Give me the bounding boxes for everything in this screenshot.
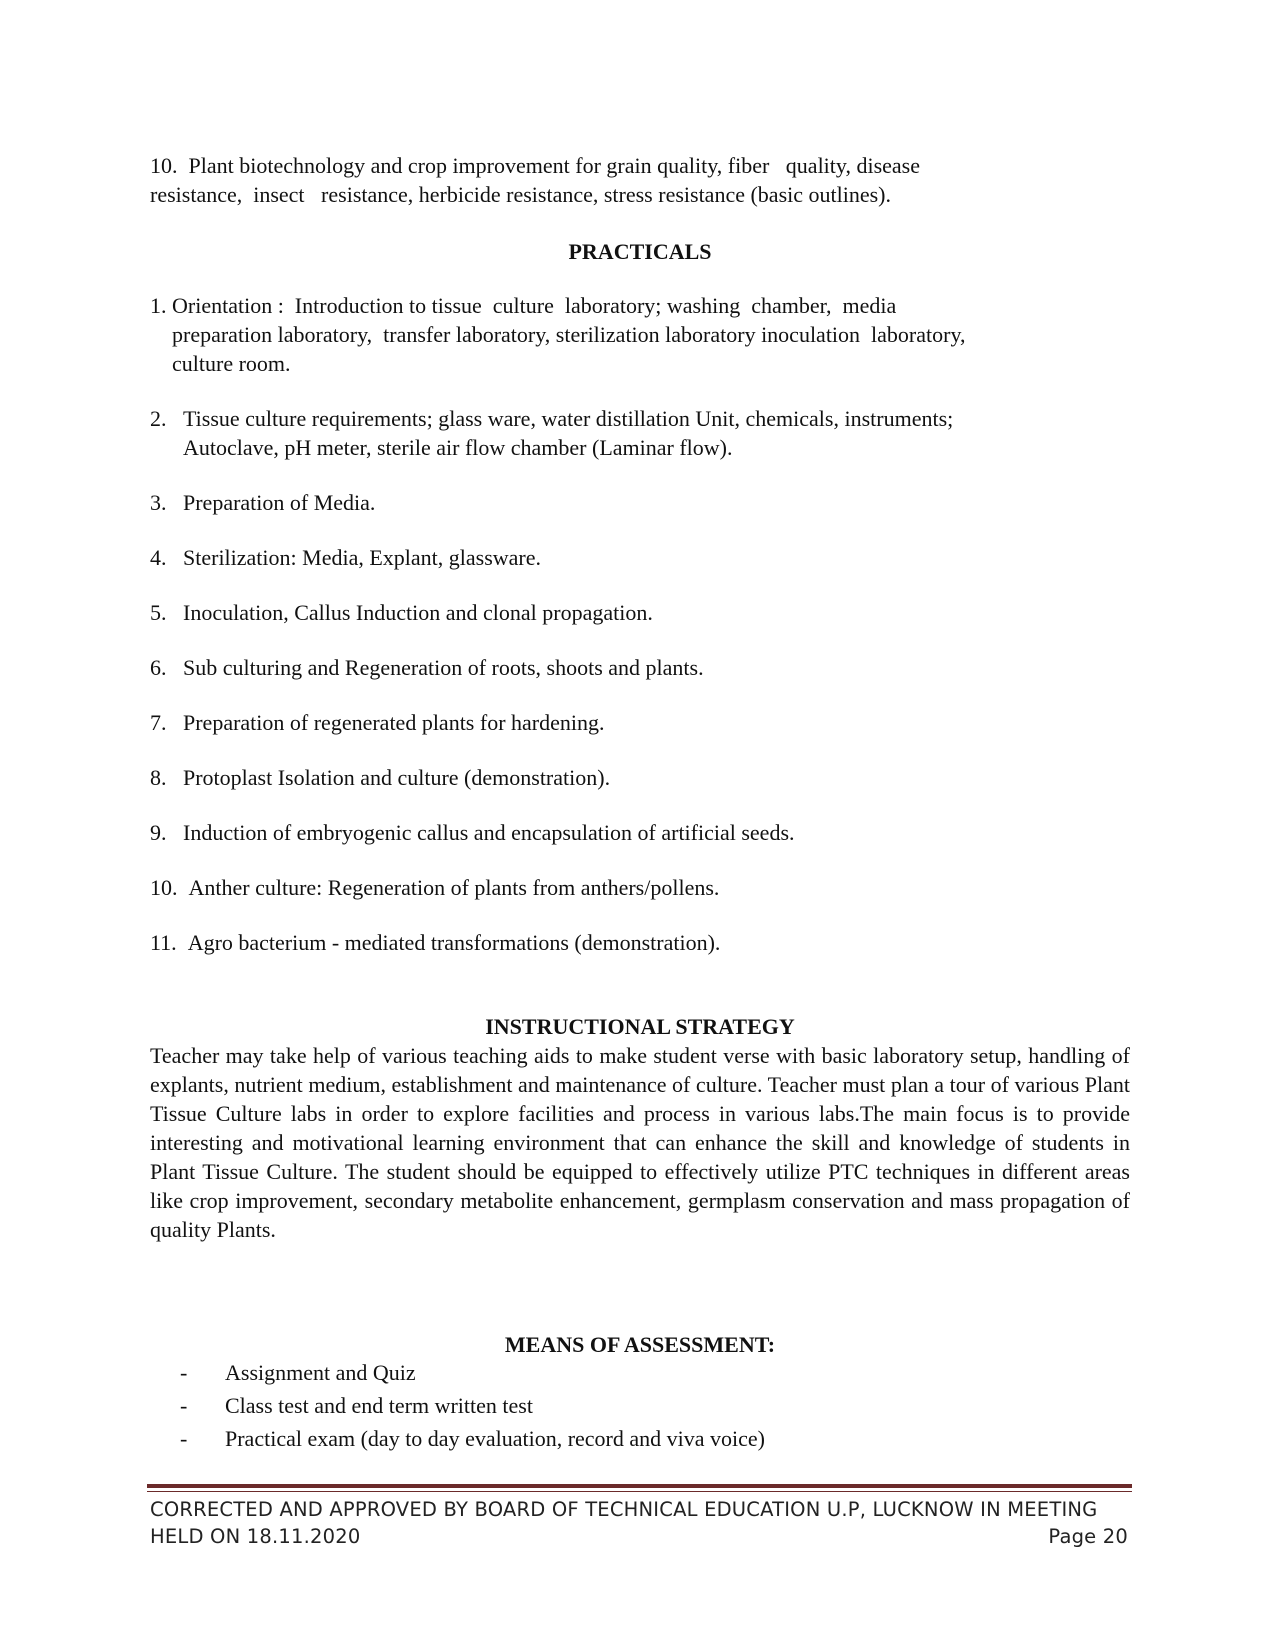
practical-item-text: [189, 873, 1131, 902]
footer-line-2: HELD ON 18.11.2020: [150, 1525, 361, 1548]
practical-item: [150, 488, 1130, 517]
practical-item-text: [183, 488, 1130, 517]
practical-item: [150, 763, 1130, 792]
assessment-list: [180, 1358, 1080, 1457]
practical-item-number: 5.: [150, 600, 183, 625]
practical-item: [150, 291, 1130, 378]
practical-item-number: 7.: [150, 710, 183, 735]
intro-paragraph: [150, 151, 1130, 209]
practical-item-line: Induction of embryogenic callus and encapsulation of artificial seeds.: [183, 820, 795, 845]
practical-item: [150, 873, 1130, 902]
practical-item-number: 4.: [150, 545, 183, 570]
practical-item-line: preparation laboratory, transfer laboratory, sterilization laboratory inoculation laboratory,: [172, 322, 966, 347]
practical-item-text: [183, 818, 1130, 847]
practical-item: [150, 543, 1130, 572]
footer-line-1: CORRECTED AND APPROVED BY BOARD OF TECHNICAL EDUCATION U.P, LUCKNOW IN MEETING: [150, 1498, 1098, 1521]
assessment-item: [180, 1424, 1080, 1453]
practical-item-line: Autoclave, pH meter, sterile air flow chamber (Laminar flow).: [183, 435, 733, 460]
bullet-dash: -: [180, 1360, 188, 1385]
practical-item-line: Protoplast Isolation and culture (demonstration).: [183, 765, 611, 790]
assessment-heading: MEANS OF ASSESSMENT:: [504, 1332, 776, 1357]
bullet-dash: -: [180, 1393, 188, 1418]
practical-item-number: 10.: [150, 875, 189, 900]
practical-item-line: Orientation : Introduction to tissue culture laboratory; washing chamber, media: [172, 293, 897, 318]
practical-item: [150, 928, 1130, 957]
instructional-strategy-text: Teacher may take help of various teaching aids to make student verse with basic laboratory setup, handling of explants, nutrient medium, establishment and maintenance of culture. Teacher must plan a tour of various Plant Tissue Culture labs in order to explore facilities and process in various labs.The main focus is to provide interesting and motivational learning environment that can enhance the skill and knowledge of students in Plant Tissue Culture. The student should be equipped to effectively utilize PTC techniques in different areas like crop improvement, secondary metabolite enhancement, germplasm conservation and mass propagation of quality Plants.: [150, 1043, 1130, 1242]
footer-row: [150, 1523, 1128, 1550]
practical-item: [150, 653, 1130, 682]
page-number: Page 20: [1048, 1525, 1128, 1548]
practical-item-line: Sterilization: Media, Explant, glassware.: [183, 545, 542, 570]
practical-item-line: Agro bacterium - mediated transformations (demonstration).: [187, 930, 721, 955]
practical-item-text: [183, 708, 1130, 737]
practicals-heading: PRACTICALS: [568, 239, 712, 264]
practical-item: [150, 708, 1130, 737]
practical-item-line: Preparation of regenerated plants for hardening.: [183, 710, 605, 735]
practical-item-text: [183, 598, 1130, 627]
practical-item-number: 6.: [150, 655, 183, 680]
practical-item: [150, 818, 1130, 847]
practical-item-number: 2.: [150, 406, 183, 431]
footer-divider-thin: [147, 1491, 1132, 1492]
practical-item-text: [183, 404, 1130, 462]
page-footer: [150, 1496, 1128, 1550]
intro-line-2: resistance, insect resistance, herbicide resistance, stress resistance (basic outlines).: [150, 182, 891, 207]
footer-divider-thick: [147, 1484, 1132, 1488]
assessment-item-text: Class test and end term written test: [225, 1393, 533, 1418]
practical-item-text: [183, 763, 1130, 792]
assessment-item: [180, 1391, 1080, 1420]
practicals-list: [150, 291, 1130, 957]
intro-line-1: 10. Plant biotechnology and crop improvement for grain quality, fiber quality, disease: [150, 153, 921, 178]
practical-item-text: [183, 543, 1130, 572]
bullet-dash: -: [180, 1426, 188, 1451]
assessment-item-text: Practical exam (day to day evaluation, record and viva voice): [225, 1426, 765, 1451]
instructional-strategy-heading: INSTRUCTIONAL STRATEGY: [485, 1014, 795, 1039]
practical-item-number: 11.: [150, 930, 188, 955]
practical-item-number: 9.: [150, 820, 183, 845]
practical-item: [150, 598, 1130, 627]
practical-item-line: Anther culture: Regeneration of plants from anthers/pollens.: [188, 875, 720, 900]
practical-item: [150, 404, 1130, 462]
practical-item-line: Tissue culture requirements; glass ware, water distillation Unit, chemicals, instruments;: [183, 406, 954, 431]
assessment-item-text: Assignment and Quiz: [225, 1360, 416, 1385]
practical-item-number: 8.: [150, 765, 183, 790]
assessment-item: [180, 1358, 1080, 1387]
practical-item-line: Preparation of Media.: [183, 490, 376, 515]
practical-item-text: [172, 291, 1130, 378]
practical-item-text: [188, 928, 1130, 957]
practical-item-number: 1.: [150, 293, 172, 318]
practical-item-line: Sub culturing and Regeneration of roots, shoots and plants.: [183, 655, 704, 680]
practical-item-line: Inoculation, Callus Induction and clonal propagation.: [183, 600, 653, 625]
practical-item-number: 3.: [150, 490, 183, 515]
practical-item-line: culture room.: [172, 351, 291, 376]
practical-item-text: [183, 653, 1130, 682]
